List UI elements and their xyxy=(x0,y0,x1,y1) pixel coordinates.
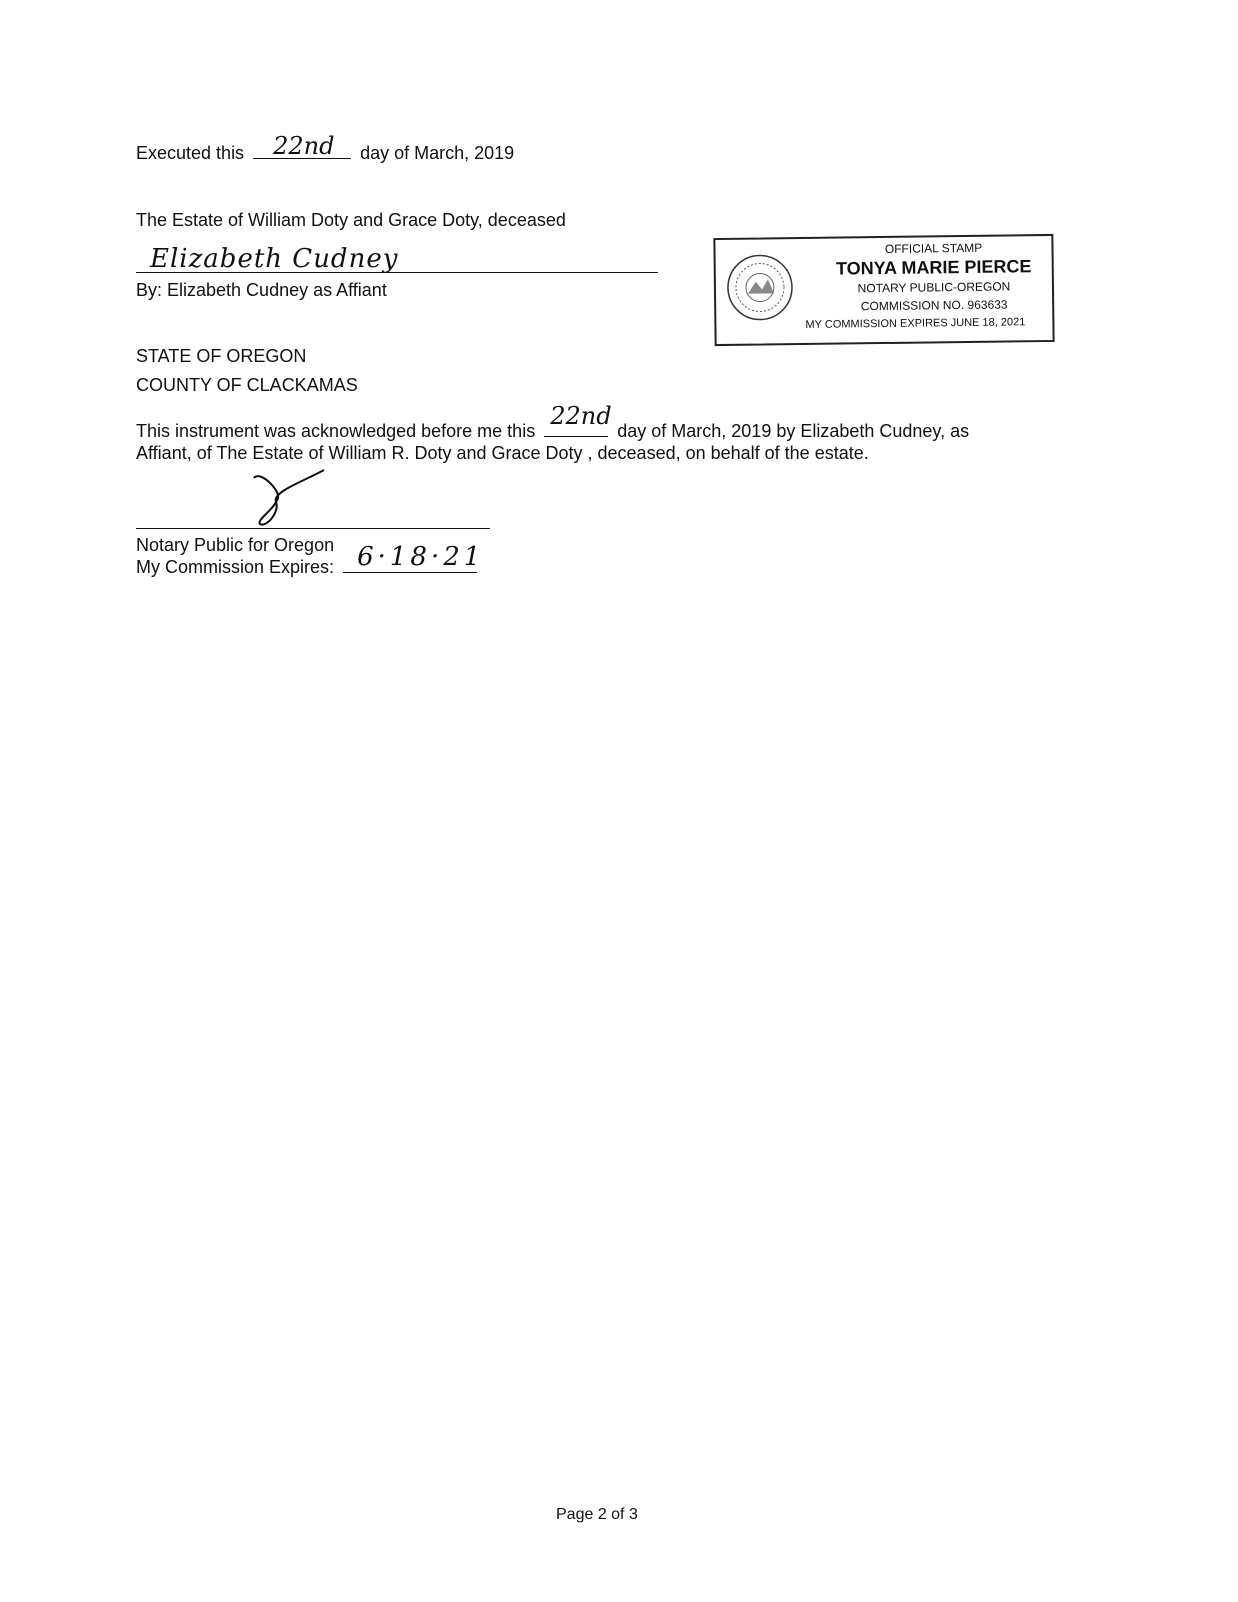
stamp-expires: MY COMMISSION EXPIRES JUNE 18, 2021 xyxy=(805,316,1026,331)
affiant-label: By: Elizabeth Cudney as Affiant xyxy=(136,280,387,300)
notary-expires-handwritten: 6·18·21 xyxy=(357,542,485,572)
affiant-signature: Elizabeth Cudney xyxy=(150,244,399,274)
notary-expires-blank xyxy=(343,542,485,573)
estate-line: The Estate of William Doty and Grace Doty, deceased xyxy=(136,210,566,230)
stamp-name: TONYA MARIE PIERCE xyxy=(835,256,1032,279)
notary-signature-line xyxy=(136,528,490,529)
stamp-title: NOTARY PUBLIC-OREGON xyxy=(857,279,1011,296)
executed-suffix: day of March, 2019 xyxy=(360,143,515,163)
acknowledgment-line-1 xyxy=(136,402,970,442)
state-seal-icon xyxy=(726,253,795,322)
stamp-heading: OFFICIAL STAMP xyxy=(884,240,983,256)
acknowledgment-line-2: Affiant, of The Estate of William R. Doty and Grace Doty , deceased, on behalf of the estate. xyxy=(136,443,869,463)
notary-expires-label: My Commission Expires: xyxy=(136,557,335,577)
state-line: STATE OF OREGON xyxy=(136,346,307,366)
executed-prefix: Executed this xyxy=(136,143,245,163)
executed-day-blank xyxy=(253,132,351,160)
acknowledgment-text-2: day of March, 2019 by Elizabeth Cudney, as xyxy=(617,421,970,441)
executed-line xyxy=(136,132,515,164)
affiant-signature-line xyxy=(136,272,658,273)
notary-label: Notary Public for Oregon xyxy=(136,535,335,555)
page-footer: Page 2 of 3 xyxy=(556,1506,638,1523)
official-stamp xyxy=(713,234,1054,346)
notary-signature-icon xyxy=(250,468,330,528)
stamp-commission: COMMISSION NO. 963633 xyxy=(860,297,1008,314)
acknowledgment-day-blank xyxy=(544,402,612,437)
acknowledgment-text-1: This instrument was acknowledged before me this xyxy=(136,421,536,441)
county-line: COUNTY OF CLACKAMAS xyxy=(136,375,358,395)
acknowledgment-day-handwritten: 22nd xyxy=(550,402,612,430)
executed-day-handwritten: 22nd xyxy=(273,132,335,160)
